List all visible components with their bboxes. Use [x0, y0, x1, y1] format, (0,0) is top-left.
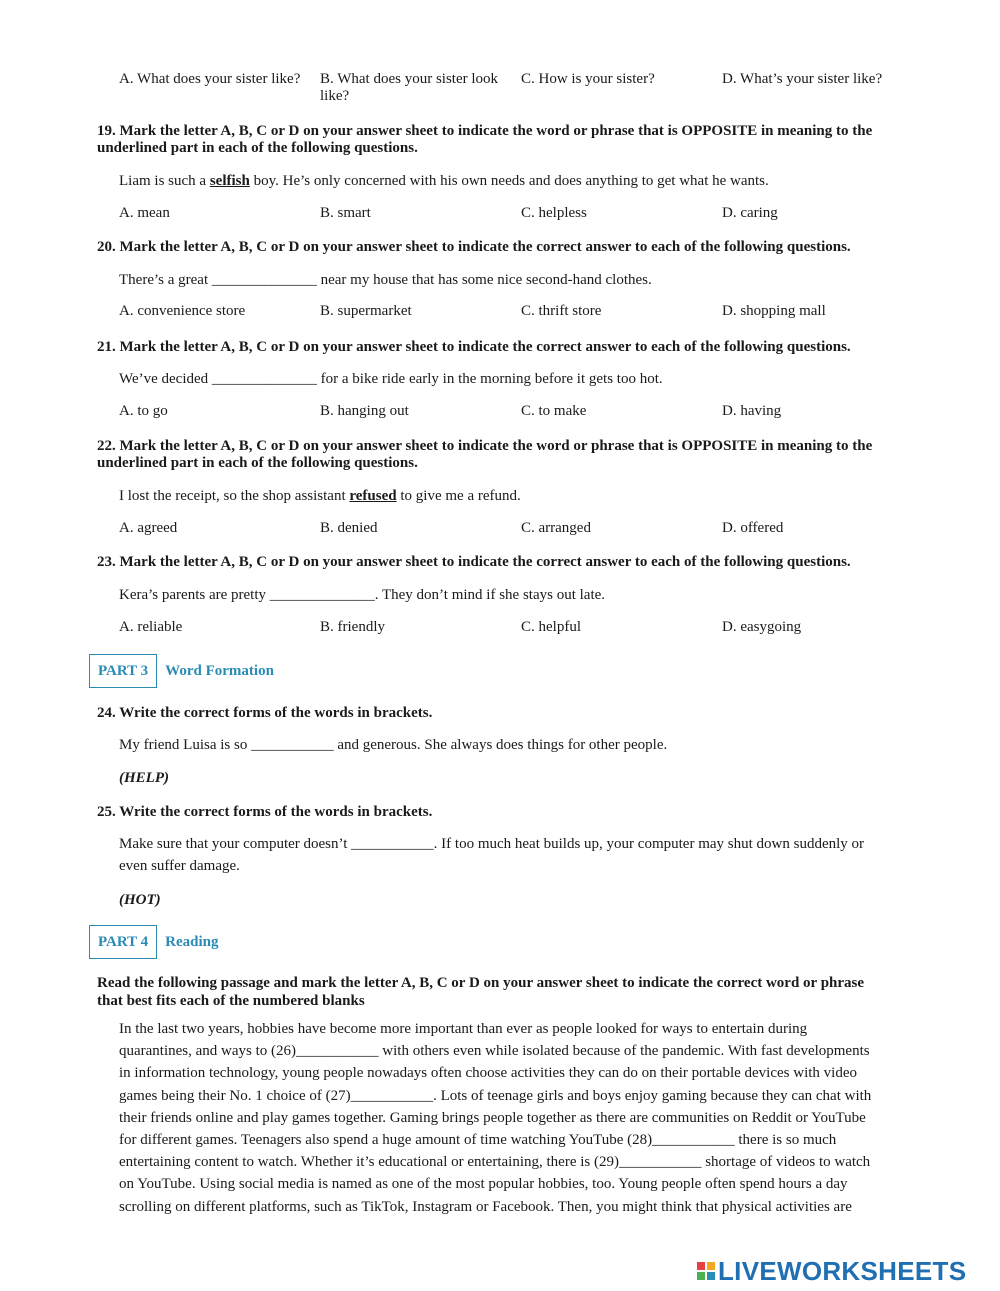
part4-header	[89, 925, 219, 959]
part4-title: Reading	[165, 933, 219, 950]
q19-option-c[interactable]: C. helpless	[521, 205, 587, 221]
q22-sentence-before: I lost the receipt, so the shop assistant	[119, 488, 350, 504]
logo-square	[707, 1272, 715, 1280]
q25-sentence-cont: even suffer damage.	[119, 858, 240, 874]
part3-label: PART 3	[89, 654, 157, 688]
q22-instruction-cont: underlined part in each of the following questions.	[97, 455, 418, 471]
q18-option-a[interactable]: A. What does your sister like?	[119, 71, 301, 87]
passage-line: games being their No. 1 choice of (27)___________. Lots of teenage girls and boys enjoy gaming because they can chat with	[119, 1087, 872, 1104]
q19-sentence	[119, 172, 769, 190]
q23-option-b[interactable]: B. friendly	[320, 619, 385, 635]
q21-option-c[interactable]: C. to make	[521, 403, 587, 419]
q20-option-b[interactable]: B. supermarket	[320, 303, 412, 319]
q19-sentence-after: boy. He’s only concerned with his own needs and does anything to get what he wants.	[249, 173, 769, 189]
q22-sentence-after: to give me a refund.	[396, 488, 521, 504]
logo-mark-icon	[697, 1262, 715, 1280]
q22-option-b[interactable]: B. denied	[320, 520, 378, 536]
q23-instruction: 23. Mark the letter A, B, C or D on your answer sheet to indicate the correct answer to each of the following questions.	[97, 554, 851, 570]
q19-option-b[interactable]: B. smart	[320, 205, 371, 221]
part3-header	[89, 654, 274, 688]
q18-option-b[interactable]: B. What does your sister look like?	[320, 71, 499, 104]
q19-option-a[interactable]: A. mean	[119, 205, 170, 221]
logo-text: LIVEWORKSHEETS	[718, 1256, 967, 1286]
q20-option-a[interactable]: A. convenience store	[119, 303, 246, 319]
liveworksheets-logo[interactable]	[697, 1256, 966, 1286]
q21-sentence: We’ve decided ______________ for a bike ride early in the morning before it gets too hot.	[119, 371, 663, 387]
q25-hint: (HOT)	[119, 892, 161, 908]
q22-option-a[interactable]: A. agreed	[119, 520, 178, 536]
q23-option-d[interactable]: D. easygoing	[722, 619, 802, 635]
q18-options	[119, 71, 919, 111]
q22-instruction: 22. Mark the letter A, B, C or D on your answer sheet to indicate the word or phrase that is OPPOSITE in meaning to the	[97, 438, 873, 454]
passage-line: scrolling on different platforms, such as TikTok, Instagram or Facebook. Then, you might think that physical activities are	[119, 1198, 852, 1215]
q19-sentence-before: Liam is such a	[119, 173, 210, 189]
q21-option-a[interactable]: A. to go	[119, 403, 168, 419]
passage-line: their friends online and play games together. Gaming brings people together as there are communities on Reddit or YouTube	[119, 1109, 866, 1126]
q19-instruction-cont: underlined part in each of the following questions.	[97, 140, 418, 156]
q18-option-d[interactable]: D. What’s your sister like?	[722, 71, 883, 87]
q22-sentence	[119, 487, 521, 505]
q23-option-c[interactable]: C. helpful	[521, 619, 581, 635]
passage-line: In the last two years, hobbies have become more important than ever as people looked for ways to entertain during	[119, 1021, 808, 1037]
passage-line: in information technology, young people nowadays often choose activities they can do on their portable devices with video	[119, 1065, 857, 1082]
q19-option-d[interactable]: D. caring	[722, 205, 778, 221]
q20-option-c[interactable]: C. thrift store	[521, 303, 602, 319]
passage-line: for different games. Teenagers also spend a huge amount of time watching YouTube (28)___________ there is so much	[119, 1132, 837, 1149]
q23-option-a[interactable]: A. reliable	[119, 619, 183, 635]
q18-option-c[interactable]: C. How is your sister?	[521, 71, 655, 87]
q19-instruction: 19. Mark the letter A, B, C or D on your answer sheet to indicate the word or phrase that is OPPOSITE in meaning to the	[97, 123, 873, 139]
reading-instruction-cont: that best fits each of the numbered blanks	[97, 993, 365, 1009]
q24-hint: (HELP)	[119, 770, 169, 786]
q23-sentence: Kera’s parents are pretty ______________. They don’t mind if she stays out late.	[119, 587, 606, 603]
q21-option-b[interactable]: B. hanging out	[320, 403, 409, 419]
part3-title: Word Formation	[165, 662, 274, 679]
q22-underlined-word: refused	[349, 488, 397, 504]
q19-underlined-word: selfish	[209, 173, 250, 189]
q21-option-d[interactable]: D. having	[722, 403, 782, 419]
q20-sentence: There’s a great ______________ near my house that has some nice second-hand clothes.	[119, 272, 652, 288]
part4-label: PART 4	[89, 925, 157, 959]
q23-options	[119, 619, 919, 659]
passage-line: on YouTube. Using social media is named as one of the most popular hobbies, too. Young people often spend hours a day	[119, 1176, 848, 1193]
q20-options	[119, 303, 919, 343]
reading-instruction: Read the following passage and mark the letter A, B, C or D on your answer sheet to indicate the correct word or phrase	[97, 975, 865, 991]
passage-line: quarantines, and ways to (26)___________ with others even while isolated because of the pandemic. With fast developments	[119, 1043, 870, 1060]
logo-square	[707, 1262, 715, 1270]
q22-option-c[interactable]: C. arranged	[521, 520, 591, 536]
passage-line: entertaining content to watch. Whether it’s educational or entertaining, there is (29)___________ shortage of videos to watch	[119, 1154, 871, 1171]
q24-instruction: 24. Write the correct forms of the words in brackets.	[97, 705, 433, 721]
q24-sentence: My friend Luisa is so ___________ and generous. She always does things for other people.	[119, 737, 668, 753]
q20-instruction: 20. Mark the letter A, B, C or D on your answer sheet to indicate the correct answer to each of the following questions.	[97, 239, 851, 255]
q21-instruction: 21. Mark the letter A, B, C or D on your answer sheet to indicate the correct answer to each of the following questions.	[97, 339, 851, 355]
reading-passage	[119, 1018, 894, 1218]
q25-instruction: 25. Write the correct forms of the words in brackets.	[97, 804, 433, 820]
q22-option-d[interactable]: D. offered	[722, 520, 784, 536]
q20-option-d[interactable]: D. shopping mall	[722, 303, 826, 319]
logo-square	[697, 1262, 705, 1270]
q25-sentence: Make sure that your computer doesn’t ___________. If too much heat builds up, your computer may shut down suddenly or	[119, 836, 865, 852]
logo-square	[697, 1272, 705, 1280]
